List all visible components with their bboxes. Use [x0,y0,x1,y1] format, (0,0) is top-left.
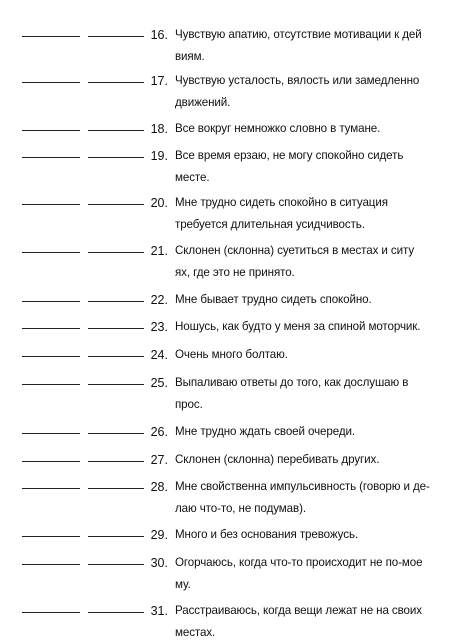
item-23 [0,319,450,339]
item-text [175,344,450,366]
item-text [175,70,450,114]
item-number: 27. [150,453,168,467]
answer-blank-1[interactable] [22,130,80,131]
answer-blank-2[interactable] [88,461,144,462]
item-text-line-2: местах. [175,626,216,639]
item-number: 28. [150,480,168,494]
item-text-line-1: Чувствую апатию, отсутствие мотивации к дей [175,28,422,41]
item-22 [0,292,450,312]
answer-blank-2[interactable] [88,328,144,329]
answer-blank-1[interactable] [22,252,80,253]
item-text [175,476,450,520]
item-text-line-2: лаю что-то, не подумав). [175,502,306,515]
answer-blank-2[interactable] [88,384,144,385]
item-text [175,240,450,284]
item-30 [0,555,450,591]
answer-blank-1[interactable] [22,461,80,462]
answer-blank-1[interactable] [22,433,80,434]
item-text [175,316,450,338]
item-text-line-1: Мне свойственна импульсивность (говорю и де- [175,480,430,493]
item-25 [0,375,450,411]
item-text [175,289,450,311]
answer-blank-1[interactable] [22,564,80,565]
answer-blank-1[interactable] [22,301,80,302]
answer-blank-2[interactable] [88,82,144,83]
item-text-line-1: Расстраиваюсь, когда вещи лежат не на своих [175,604,422,617]
answer-blank-2[interactable] [88,564,144,565]
answer-blank-1[interactable] [22,384,80,385]
item-26 [0,424,450,444]
item-text-line-1: Чувствую усталость, вялость или замедленно [175,74,420,87]
item-text-line-1: Ношусь, как будто у меня за спиной моторчик. [175,320,421,333]
answer-blank-2[interactable] [88,157,144,158]
item-number: 26. [150,425,168,439]
item-text-line-1: Все время ерзаю, не могу спокойно сидеть [175,149,404,162]
answer-blank-2[interactable] [88,488,144,489]
answer-blank-2[interactable] [88,612,144,613]
item-text-line-2: виям. [175,50,205,63]
item-text [175,118,450,140]
answer-blank-1[interactable] [22,536,80,537]
item-27 [0,452,450,472]
item-24 [0,347,450,367]
item-text [175,449,450,471]
item-text-line-1: Мне бывает трудно сидеть спокойно. [175,293,372,306]
item-text-line-1: Мне трудно сидеть спокойно в ситуация [175,196,388,209]
item-text-line-1: Много и без основания тревожусь. [175,528,359,541]
item-text-line-1: Все вокруг немножко словно в тумане. [175,122,381,135]
item-number: 17. [150,74,168,88]
item-number: 31. [150,604,168,618]
answer-blank-1[interactable] [22,157,80,158]
answer-blank-2[interactable] [88,36,144,37]
item-text-line-2: требуется длительная усидчивость. [175,218,365,231]
item-text-line-1: Огорчаюсь, когда что-то происходит не по-мое [175,556,423,569]
item-number: 18. [150,122,168,136]
item-17 [0,73,450,109]
answer-blank-1[interactable] [22,36,80,37]
item-number: 20. [150,196,168,210]
answer-blank-2[interactable] [88,433,144,434]
item-number: 22. [150,293,168,307]
answer-blank-1[interactable] [22,204,80,205]
answer-blank-1[interactable] [22,82,80,83]
item-number: 24. [150,348,168,362]
item-number: 16. [150,28,168,42]
item-text [175,421,450,443]
item-29 [0,527,450,547]
item-28 [0,479,450,515]
item-text [175,192,450,236]
item-16 [0,27,450,63]
item-text-line-1: Мне трудно ждать своей очереди. [175,425,355,438]
item-number: 19. [150,149,168,163]
item-number: 23. [150,320,168,334]
answer-blank-2[interactable] [88,301,144,302]
item-text [175,552,450,596]
item-text-line-2: прос. [175,398,203,411]
item-text [175,372,450,416]
answer-blank-1[interactable] [22,612,80,613]
answer-blank-1[interactable] [22,328,80,329]
answer-blank-1[interactable] [22,488,80,489]
answer-blank-2[interactable] [88,130,144,131]
item-text-line-1: Склонен (склонна) перебивать других. [175,453,380,466]
item-text-line-1: Очень много болтаю. [175,348,288,361]
answer-blank-2[interactable] [88,536,144,537]
item-number: 29. [150,528,168,542]
item-text [175,524,450,546]
item-31 [0,603,450,639]
item-18 [0,121,450,141]
answer-blank-2[interactable] [88,252,144,253]
item-text [175,145,450,189]
answer-blank-2[interactable] [88,356,144,357]
item-number: 21. [150,244,168,258]
item-text-line-2: месте. [175,171,210,184]
item-21 [0,243,450,279]
item-number: 30. [150,556,168,570]
item-text [175,24,450,68]
item-text-line-1: Склонен (склонна) суетиться в местах и ситу [175,244,415,257]
answer-blank-1[interactable] [22,356,80,357]
item-text-line-1: Выпаливаю ответы до того, как дослушаю в [175,376,409,389]
item-text-line-2: му. [175,578,191,591]
item-text-line-2: ях, где это не принято. [175,266,295,279]
item-text-line-2: движений. [175,96,231,109]
answer-blank-2[interactable] [88,204,144,205]
item-20 [0,195,450,231]
item-19 [0,148,450,184]
item-number: 25. [150,376,168,390]
item-text [175,600,450,644]
